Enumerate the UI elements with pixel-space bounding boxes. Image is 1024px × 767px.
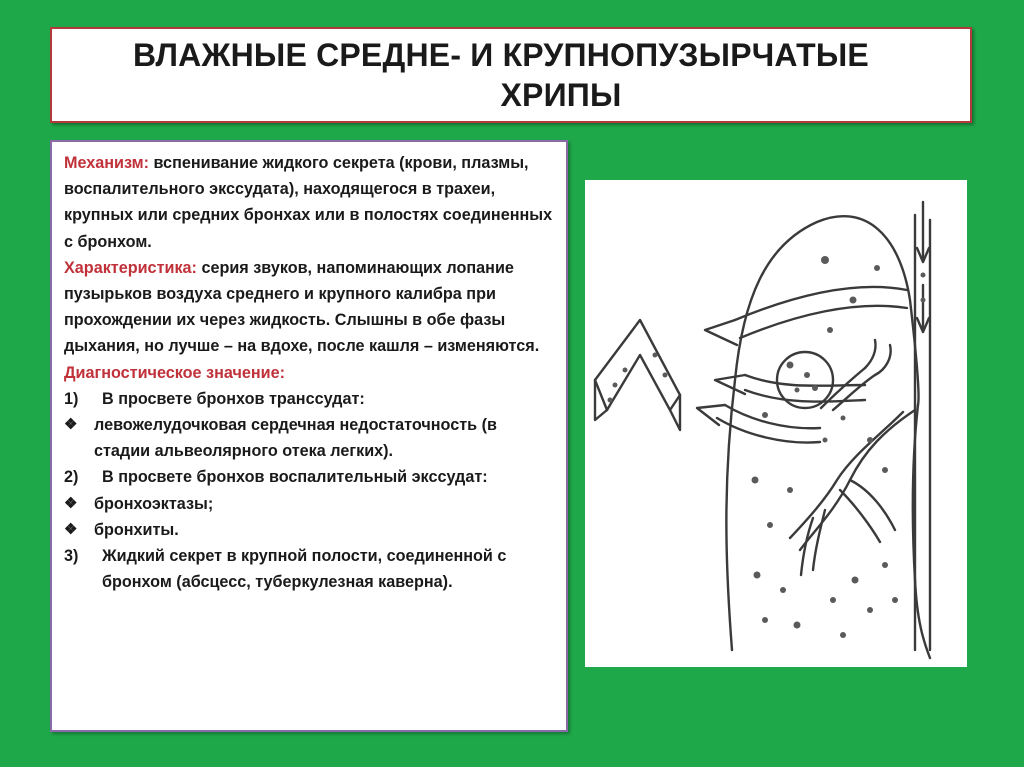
list-item xyxy=(64,517,556,543)
text-panel xyxy=(50,140,568,732)
list-text: бронхоэктазы; xyxy=(94,494,214,513)
title-box xyxy=(50,27,972,123)
list-text: бронхиты. xyxy=(94,520,179,539)
list-item xyxy=(64,464,556,490)
characteristic-text: серия звуков, напоминающих лопание пузырьков воздуха среднего и крупного калибра при прохождении их через жидкость. Слышны в обе фазы дыхания, но лучше – на вдохе, после кашля – изменяются. xyxy=(64,258,540,356)
list-item xyxy=(64,412,556,464)
list-text: В просвете бронхов транссудат: xyxy=(102,389,365,408)
list-item xyxy=(64,491,556,517)
characteristic-label: Характеристика: xyxy=(64,258,197,277)
list-item xyxy=(64,543,556,595)
lung-bronchi-illustration xyxy=(585,180,967,667)
list-number: 2) xyxy=(64,468,79,487)
mechanism-paragraph xyxy=(64,150,556,255)
mechanism-label: Механизм: xyxy=(64,154,150,172)
slide-title-line-1: ВЛАЖНЫЕ СРЕДНЕ- И КРУПНОПУЗЫРЧАТЫЕ xyxy=(133,37,869,73)
mechanism-text: вспенивание жидкого секрета (крови, плазмы, воспалительного экссудата), находящегося в трахеи, крупных или средних бронхах или в полостях соединенных с бронхом. xyxy=(64,154,553,251)
fluid-bubbles xyxy=(608,256,926,638)
diamond-bullet-icon: ❖ xyxy=(64,494,78,512)
diagnostic-label: Диагностическое значение: xyxy=(64,363,285,382)
list-number: 3) xyxy=(64,547,79,566)
list-item xyxy=(64,386,556,412)
slide-title-line-2: ХРИПЫ xyxy=(500,77,622,113)
list-text: левожелудочковая сердечная недостаточность (в стадии альвеолярного отека легких). xyxy=(94,416,497,461)
lung-outline xyxy=(726,216,918,650)
cavity-circle xyxy=(777,352,833,408)
curved-arrow-top xyxy=(735,287,907,320)
list-text: В просвете бронхов воспалительный экссудат: xyxy=(102,468,488,487)
diamond-bullet-icon: ❖ xyxy=(64,416,78,434)
alveolar-fold xyxy=(595,320,680,410)
list-number: 1) xyxy=(64,389,79,408)
bronchial-tree xyxy=(800,410,915,550)
characteristic-paragraph xyxy=(64,255,556,360)
lung-sketch-svg xyxy=(585,180,967,667)
list-text: Жидкий секрет в крупной полости, соединенной с бронхом (абсцесс, туберкулезная каверна). xyxy=(102,547,507,592)
diamond-bullet-icon: ❖ xyxy=(64,520,78,538)
